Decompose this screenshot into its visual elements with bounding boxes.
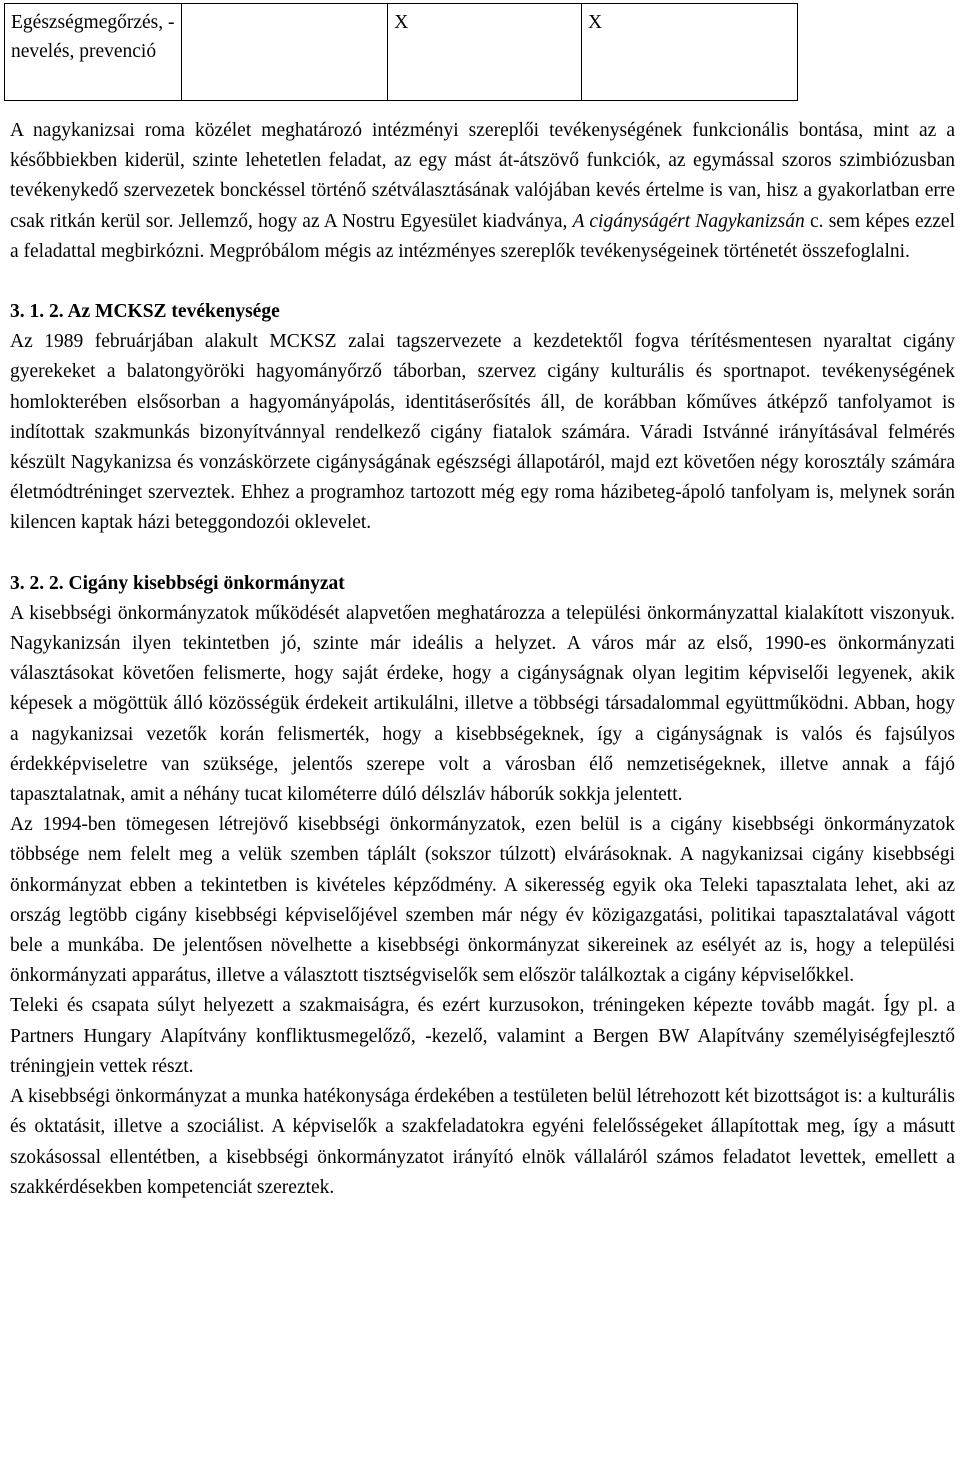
table-cell-mark-1: X [388,4,582,101]
paragraph: A kisebbségi önkormányzat a munka hatékonysága érdekében a testületen belül létrehozott két bizottságot is: a kulturális és oktatásit, illetve a szociálist. A képviselők a szakfeladatokra egyéni felelősségeket állapítottak meg, így a másutt szokásossal ellentétben, a kisebbségi önkormányzatot irányító elnök vállaláról számos feladatot levettek, emellett a szakkérdésekben kompetenciát szereztek. [10,1086,955,1198]
paragraph: Az 1989 februárjában alakult MCKSZ zalai tagszervezete a kezdetektől fogva térítésmentesen nyaraltat cigány gyerekeket a balatongyöröki hagyományőrző táborban, szervez cigány kulturális és sportnapot. tevékenységének homlokterében elsősorban a hagyományápolás, identitáserősítés áll, de korábban kőműves átképző tanfolyamot is indítottak szakmunkás bizonyítvánnyal rendelkező cigány fiatalok számára. Váradi Istvánné irányításával felmérés készült Nagykanizsa és vonzáskörzete cigányságának egészségi állapotáról, majd ezt követően négy korosztály számára életmódtréninget szerveztek. Ehhez a programhoz tartozott még egy roma házibeteg-ápoló tanfolyam is, melynek során kilencen kaptak házi beteggondozói oklevelet. [10,331,955,534]
spacer [10,267,955,297]
section-number: 3. 1. 2. [10,301,64,323]
table-cell-topic: Egészségmegőrzés, -nevelés, prevenció [5,4,182,101]
section-number: 3. 2. 2. [10,572,64,594]
intro-text-a: A nagykanizsai roma közélet meghatározó intézményi szereplői tevékenységének funkcionális bontása, mint az a későbbiekben kiderül, szinte lehetetlen feladat, az egy mást át-átszövő funkciók, az egymással szoros szimbiózusban tevékenykedő szervezetek bonckéssel történő szétválasztásának valójában kevés értelme is van, hisz a gyakorlatban erre csak ritkán kerül sor. Jellemző, hogy az A Nostru Egyesület kiadványa, [10,120,955,232]
paragraph: Teleki és csapata súlyt helyezett a szakmaiságra, és ezért kurzusokon, tréningeken képezte tovább magát. Így pl. a Partners Hungary Alapítvány konfliktusmegelőző, -kezelő, valamint a Bergen BW Alapítvány személyiségfejlesztő tréningjein vettek részt. [10,995,955,1077]
intro-text-b: c. sem képes ezzel a feladattal megbirkózni. Megpróbálom mégis az intézményes szereplők tevékenységeinek történetét összefoglalni. [10,210,955,262]
table-cell-empty [182,4,388,101]
paragraph: A kisebbségi önkormányzatok működését alapvetően meghatározza a települési önkormányzattal kialakított viszonyuk. Nagykanizsán ilyen tekintetben jó, szinte már ideális a helyzet. A város már az első, 1990-es önkormányzati választásokat követően felismerte, hogy saját érdeke, hogy a cigányságnak olyan legitim képviselői legyenek, akik képesek a mögöttük álló közösségük érdekeit artikulálni, illetve a többségi társadalommal együttműködni. Abban, hogy a nagykanizsai vezetők korán felismerték, hogy a kisebbségeknek, így a cigányságnak is valós és fajsúlyos érdekképviseletre van szüksége, jelentős szerepe volt a városban élő nemzetiségeknek, illetve annak a fájó tapasztalatnak, amit a néhány tucat kilométerre dúló délszláv háborúk sokkja jelentett. [10,602,955,806]
section-heading-mcksz [10,297,955,327]
header-table [4,3,798,101]
section-heading-kisebbsegi [10,569,955,599]
paragraph: Az 1994-ben tömegesen létrejövő kisebbségi önkormányzatok, ezen belül is a cigány kisebbségi önkormányzatok többsége nem felelt meg a velük szemben táplált (sokszor túlzott) elvárásoknak. A nagykanizsai cigány kisebbségi önkormányzat ebben a tekintetben is kivételes képződmény. A sikeresség egyik oka Teleki tapasztalata lehet, aki az ország legtöbb cigány kisebbségi képviselőjével szemben már négy év közigazgatási, politikai tapasztalatával vágott bele a munkába. De jelentősen növelhette a kisebbségi önkormányzat sikereinek az esélyét az is, hogy a települési önkormányzati apparátus, illetve a választott tisztségviselők sem először találkoztak a cigány képviselőkkel. [10,814,955,987]
table-cell-mark-2: X [581,4,797,101]
intro-paragraph [10,116,955,267]
intro-publication-title: A cigányságért Nagykanizsán [572,210,805,232]
document-body [10,116,955,1203]
table-row [5,4,798,101]
section-title: Az MCKSZ tevékenysége [67,301,280,323]
section-title: Cigány kisebbségi önkormányzat [68,572,345,594]
spacer [10,539,955,569]
